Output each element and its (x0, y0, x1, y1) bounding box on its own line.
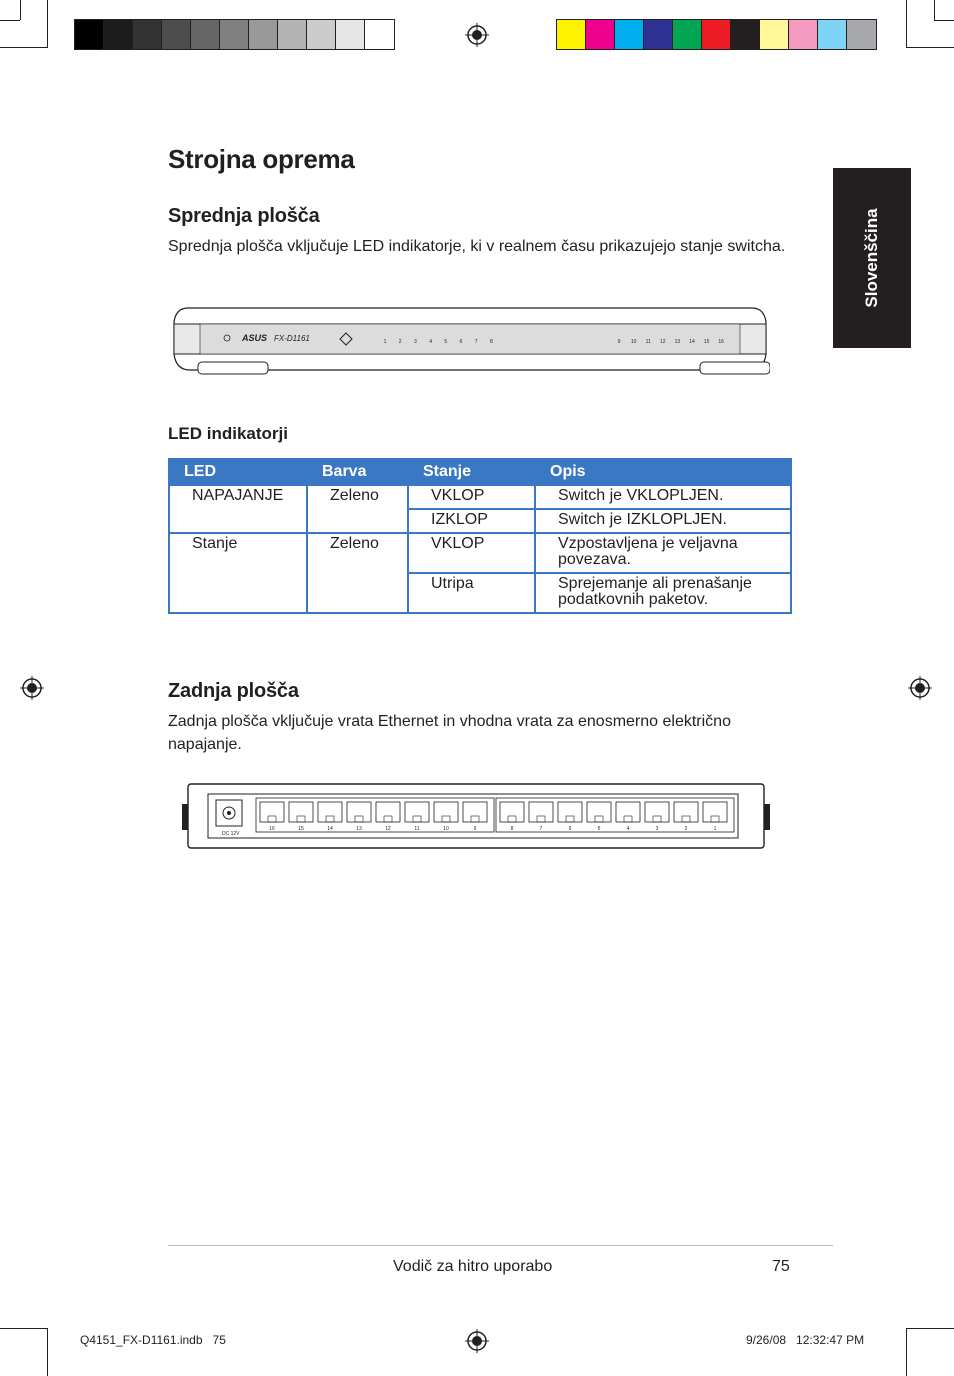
led-color-cell: Zeleno (307, 533, 408, 613)
led-desc-cell: Vzpostavljena je veljavna povezava. (535, 533, 791, 573)
port-number-label: 7 (474, 339, 478, 345)
color-swatch (191, 20, 220, 49)
table-row (169, 485, 791, 509)
ethernet-port (289, 802, 313, 822)
port-number-label: 3 (655, 826, 659, 832)
port-number-label: 1 (383, 339, 387, 345)
ethernet-port (529, 802, 553, 822)
port-number-label: 8 (510, 826, 514, 832)
front-panel-heading: Sprednja plošča (168, 205, 320, 227)
color-swatch (702, 20, 731, 49)
port-number-label: 9 (473, 826, 477, 832)
table-header-row (169, 459, 791, 485)
color-swatch (278, 20, 307, 49)
port-number-label: 13 (356, 826, 362, 832)
registration-mark (20, 676, 44, 700)
page-title: Strojna oprema (168, 144, 355, 174)
crop-mark (906, 1328, 907, 1376)
ethernet-port (463, 802, 487, 822)
crop-mark (906, 1328, 954, 1329)
led-color-cell: Zeleno (307, 485, 408, 533)
port-number-label: 10 (443, 826, 449, 832)
model-label: FX-D1161 (274, 334, 310, 343)
port-number-label: 10 (630, 339, 637, 345)
front-panel-illustration (170, 300, 770, 382)
ethernet-port (260, 802, 284, 822)
color-swatch (104, 20, 133, 49)
led-table (168, 458, 792, 614)
ethernet-port (587, 802, 611, 822)
port-number-label: 5 (597, 826, 601, 832)
language-tab-label: Slovenščina (862, 208, 881, 308)
column-header: Opis (535, 459, 791, 485)
color-swatch (673, 20, 702, 49)
slug-file: Q4151_FX-D1161.indb 75 (80, 1333, 226, 1347)
color-swatch (336, 20, 365, 49)
table-row (169, 533, 791, 573)
grayscale-bar (74, 19, 395, 50)
led-state-cell: VKLOP (408, 485, 535, 509)
led-state-cell: VKLOP (408, 533, 535, 573)
color-swatch (586, 20, 615, 49)
port-number-label: 14 (327, 826, 333, 832)
crop-mark (20, 0, 21, 20)
port-number-label: 7 (539, 826, 543, 832)
ethernet-port (703, 802, 727, 822)
port-number-label: 12 (385, 826, 391, 832)
port-number-label: 8 (490, 339, 493, 345)
led-desc-cell: Switch je VKLOPLJEN. (535, 485, 791, 509)
column-header: LED (169, 459, 307, 485)
slug-date: 9/26/08 12:32:47 PM (746, 1333, 865, 1347)
ethernet-port (500, 802, 524, 822)
ethernet-port (376, 802, 400, 822)
crop-mark (906, 0, 907, 48)
language-tab (833, 168, 911, 348)
port-number-label: 16 (269, 826, 275, 832)
color-swatch (249, 20, 278, 49)
color-swatch (789, 20, 818, 49)
port-number-label: 2 (684, 826, 688, 832)
ethernet-port (434, 802, 458, 822)
dc-power-label: DC 12V (222, 831, 240, 837)
crop-mark (0, 20, 20, 21)
port-number-label: 14 (689, 339, 695, 345)
crop-mark (47, 1328, 48, 1376)
color-swatch (615, 20, 644, 49)
footer-guide-title: Vodič za hitro uporabo (393, 1258, 553, 1275)
led-state-cell: IZKLOP (408, 509, 535, 533)
ethernet-port (347, 802, 371, 822)
port-number-label: 12 (660, 339, 666, 345)
color-swatch (818, 20, 847, 49)
port-number-label: 9 (617, 339, 621, 345)
color-swatch (644, 20, 673, 49)
crop-mark (0, 1328, 48, 1329)
port-number-label: 13 (674, 339, 681, 345)
ethernet-port (405, 802, 429, 822)
port-number-label: 11 (645, 339, 651, 345)
port-number-label: 4 (626, 826, 630, 832)
port-number-label: 2 (398, 339, 402, 345)
led-desc-cell: Switch je IZKLOPLJEN. (535, 509, 791, 533)
crop-mark (47, 0, 48, 48)
color-swatch (133, 20, 162, 49)
page-number: 75 (772, 1258, 790, 1275)
led-name-cell: Stanje (169, 533, 307, 613)
rear-panel-description: Zadnja plošča vključuje vrata Ethernet in vhodna vrata za enosmerno električno napajanje. (168, 713, 731, 753)
ethernet-port (558, 802, 582, 822)
color-swatch (760, 20, 789, 49)
led-heading: LED indikatorji (168, 424, 288, 443)
crop-mark (934, 0, 935, 20)
front-panel-description: Sprednja plošča vključuje LED indikatorje, ki v realnem času prikazujejo stanje switcha. (168, 238, 786, 255)
color-bar (556, 19, 877, 50)
port-number-label: 16 (718, 339, 724, 345)
port-number-label: 15 (703, 339, 710, 345)
port-number-label: 6 (568, 826, 572, 832)
ethernet-port (674, 802, 698, 822)
crop-mark (934, 20, 954, 21)
registration-mark (465, 23, 489, 47)
column-header: Barva (307, 459, 408, 485)
footer-rule (168, 1245, 833, 1246)
port-number-label: 6 (459, 339, 463, 345)
color-swatch (75, 20, 104, 49)
port-number-label: 15 (298, 826, 304, 832)
color-swatch (365, 20, 394, 49)
ethernet-port (318, 802, 342, 822)
registration-mark (465, 1329, 489, 1353)
port-number-label: 11 (414, 826, 420, 832)
color-swatch (220, 20, 249, 49)
port-number-label: 3 (414, 339, 417, 345)
color-swatch (162, 20, 191, 49)
column-header: Stanje (408, 459, 535, 485)
color-swatch (307, 20, 336, 49)
registration-mark (908, 676, 932, 700)
color-swatch (557, 20, 586, 49)
ethernet-port (645, 802, 669, 822)
color-swatch (731, 20, 760, 49)
port-number-label: 1 (713, 826, 717, 832)
rear-panel-heading: Zadnja plošča (168, 680, 299, 702)
crop-mark (906, 47, 954, 48)
port-number-label: 5 (444, 339, 448, 345)
led-name-cell: NAPAJANJE (169, 485, 307, 533)
rear-panel-illustration (180, 780, 770, 852)
brand-logo: ASUS (242, 333, 268, 343)
ethernet-port (616, 802, 640, 822)
led-desc-cell: Sprejemanje ali prenašanje podatkovnih paketov. (535, 573, 791, 613)
led-state-cell: Utripa (408, 573, 535, 613)
port-number-label: 4 (429, 339, 432, 345)
crop-mark (0, 47, 48, 48)
color-swatch (847, 20, 876, 49)
